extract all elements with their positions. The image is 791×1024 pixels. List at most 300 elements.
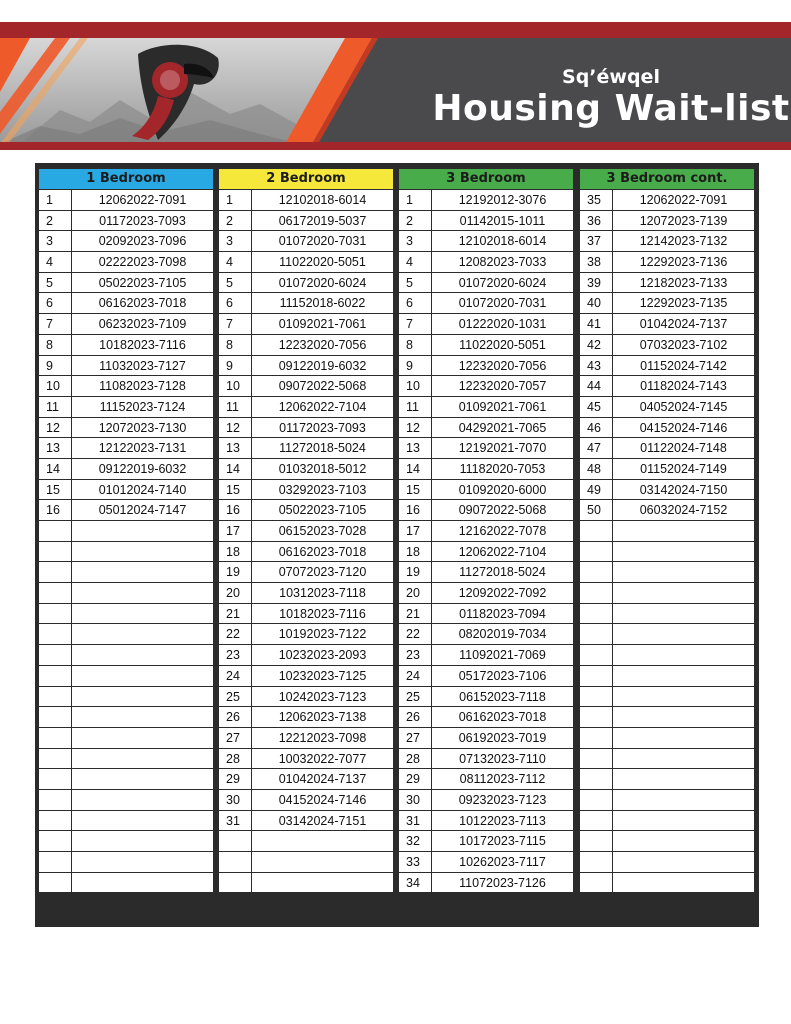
applicant-id: 01072020-6024	[458, 275, 547, 290]
table-row	[580, 335, 754, 356]
table-row	[39, 562, 213, 583]
row-number: 9	[39, 356, 72, 376]
applicant-id: 11082023-7128	[99, 379, 186, 394]
table-row	[39, 397, 213, 418]
row-number: 46	[580, 418, 613, 438]
table-row	[580, 480, 754, 501]
applicant-id	[613, 604, 754, 624]
row-number: 31	[399, 811, 432, 831]
applicant-id	[252, 873, 393, 893]
table-row	[399, 438, 573, 459]
row-number: 22	[399, 624, 432, 644]
applicant-id: 09122019-6032	[278, 358, 367, 373]
row-number	[580, 749, 613, 769]
table-row	[580, 231, 754, 252]
row-number: 32	[399, 831, 432, 851]
applicant-id: 01152024-7142	[640, 358, 727, 373]
table-row	[580, 666, 754, 687]
row-number: 6	[399, 293, 432, 313]
table-row	[219, 811, 393, 832]
applicant-id: 10182023-7116	[99, 337, 186, 352]
table-row	[39, 790, 213, 811]
row-number: 16	[39, 500, 72, 520]
row-number: 18	[399, 542, 432, 562]
applicant-id	[72, 624, 213, 644]
table-row	[580, 645, 754, 666]
applicant-id: 08202019-7034	[458, 627, 547, 642]
applicant-id	[613, 666, 754, 686]
applicant-id: 12182023-7133	[639, 275, 728, 290]
row-number: 26	[219, 707, 252, 727]
row-number	[39, 728, 72, 748]
applicant-id: 01122024-7148	[640, 441, 727, 456]
row-number	[580, 769, 613, 789]
row-number: 19	[399, 562, 432, 582]
applicant-id: 01182024-7143	[640, 379, 727, 394]
table-row	[399, 749, 573, 770]
row-number: 2	[39, 211, 72, 231]
table-row	[39, 604, 213, 625]
applicant-id: 10242023-7123	[278, 689, 367, 704]
table-row	[580, 190, 754, 211]
applicant-id: 01092021-7061	[458, 399, 547, 414]
applicant-id	[252, 852, 393, 872]
row-number	[39, 666, 72, 686]
row-number: 15	[39, 480, 72, 500]
table-row	[399, 583, 573, 604]
table-row	[39, 728, 213, 749]
applicant-id: 01172023-7093	[279, 420, 366, 435]
table-row	[580, 873, 754, 894]
table-row	[39, 749, 213, 770]
row-number: 9	[219, 356, 252, 376]
applicant-id: 12192012-3076	[458, 193, 547, 207]
applicant-id: 11092021-7069	[459, 648, 546, 663]
table-row	[39, 831, 213, 852]
table-row	[399, 459, 573, 480]
row-number: 29	[399, 769, 432, 789]
row-number	[39, 707, 72, 727]
row-number	[39, 562, 72, 582]
applicant-id	[613, 583, 754, 603]
column-heading: 3 Bedroom cont.	[580, 169, 754, 190]
table-row	[219, 687, 393, 708]
table-row	[219, 728, 393, 749]
table-row	[39, 273, 213, 294]
applicant-id: 01142015-1011	[459, 213, 546, 228]
table-row	[219, 480, 393, 501]
row-number	[39, 604, 72, 624]
applicant-id: 10232023-2093	[278, 648, 367, 663]
applicant-id	[72, 790, 213, 810]
applicant-id: 01092021-7061	[278, 317, 367, 332]
row-number	[580, 707, 613, 727]
column-2-bedroom	[219, 169, 393, 893]
table-row	[399, 645, 573, 666]
row-number: 16	[399, 500, 432, 520]
applicant-id	[613, 707, 754, 727]
table-row	[580, 604, 754, 625]
table-row	[39, 521, 213, 542]
table-row	[580, 521, 754, 542]
table-row	[399, 604, 573, 625]
applicant-id: 11152023-7124	[99, 399, 186, 414]
row-number: 16	[219, 500, 252, 520]
subtitle: Sq’éwqel	[562, 66, 660, 88]
row-number	[580, 624, 613, 644]
row-number: 18	[219, 542, 252, 562]
table-row	[39, 707, 213, 728]
row-number: 26	[399, 707, 432, 727]
applicant-id	[613, 769, 754, 789]
applicant-id	[72, 852, 213, 872]
row-number: 11	[219, 397, 252, 417]
row-number	[580, 666, 613, 686]
applicant-id: 12292023-7136	[639, 255, 728, 270]
table-row	[580, 542, 754, 563]
row-number: 44	[580, 376, 613, 396]
row-number	[39, 542, 72, 562]
table-row	[399, 356, 573, 377]
table-row	[39, 645, 213, 666]
table-row	[219, 873, 393, 894]
applicant-id	[72, 542, 213, 562]
table-row	[580, 438, 754, 459]
row-number: 27	[219, 728, 252, 748]
table-row	[219, 356, 393, 377]
applicant-id: 06152023-7118	[459, 689, 546, 704]
applicant-id: 12212023-7098	[278, 730, 367, 745]
applicant-id: 01182023-7094	[459, 606, 546, 621]
applicant-id: 12292023-7135	[639, 296, 728, 311]
table-row	[219, 562, 393, 583]
applicant-id	[613, 687, 754, 707]
row-number	[580, 542, 613, 562]
applicant-id	[613, 811, 754, 831]
row-number: 21	[399, 604, 432, 624]
table-row	[399, 376, 573, 397]
table-row	[39, 769, 213, 790]
column-heading: 1 Bedroom	[39, 169, 213, 190]
table-row	[580, 211, 754, 232]
row-number: 8	[399, 335, 432, 355]
table-row	[580, 583, 754, 604]
applicant-id: 01072020-7031	[278, 234, 367, 249]
table-row	[580, 749, 754, 770]
applicant-id	[72, 769, 213, 789]
table-row	[219, 790, 393, 811]
row-number	[39, 811, 72, 831]
row-number	[219, 873, 252, 893]
table-row	[219, 314, 393, 335]
table-row	[399, 397, 573, 418]
row-number	[580, 583, 613, 603]
applicant-id: 12142023-7132	[639, 234, 728, 249]
table-row	[399, 831, 573, 852]
applicant-id	[613, 728, 754, 748]
table-row	[399, 542, 573, 563]
row-number: 4	[39, 252, 72, 272]
table-row	[39, 687, 213, 708]
table-row	[39, 811, 213, 832]
row-number: 1	[39, 190, 72, 210]
row-number	[39, 852, 72, 872]
row-number: 6	[219, 293, 252, 313]
row-number: 38	[580, 252, 613, 272]
table-row	[399, 769, 573, 790]
applicant-id: 07072023-7120	[278, 565, 367, 580]
applicant-id: 01172023-7093	[99, 213, 186, 228]
column-heading: 3 Bedroom	[399, 169, 573, 190]
applicant-id: 12102018-6014	[458, 234, 547, 249]
row-number	[39, 687, 72, 707]
row-number	[580, 852, 613, 872]
applicant-id: 12232020-7057	[458, 379, 547, 394]
applicant-id: 12062023-7138	[278, 710, 367, 725]
applicant-id: 07132023-7110	[459, 751, 546, 766]
applicant-id: 02092023-7096	[98, 234, 187, 249]
applicant-id	[72, 728, 213, 748]
applicant-id: 05022023-7105	[98, 275, 187, 290]
row-number	[580, 728, 613, 748]
applicant-id: 12062022-7091	[98, 193, 187, 207]
row-number: 3	[219, 231, 252, 251]
table-row	[580, 728, 754, 749]
table-row	[39, 252, 213, 273]
table-row	[580, 790, 754, 811]
table-row	[219, 500, 393, 521]
applicant-id: 02222023-7098	[98, 255, 187, 270]
row-number: 12	[399, 418, 432, 438]
applicant-id: 10312023-7118	[279, 586, 366, 601]
row-number: 15	[399, 480, 432, 500]
table-row	[580, 418, 754, 439]
applicant-id: 01072020-6024	[278, 275, 367, 290]
table-row	[219, 542, 393, 563]
table-row	[580, 273, 754, 294]
applicant-id: 10182023-7116	[279, 606, 366, 621]
row-number: 24	[399, 666, 432, 686]
row-number	[39, 769, 72, 789]
row-number: 17	[219, 521, 252, 541]
applicant-id	[72, 521, 213, 541]
row-number: 35	[580, 190, 613, 210]
applicant-id	[613, 790, 754, 810]
applicant-id: 01032018-5012	[278, 461, 367, 476]
row-number: 21	[219, 604, 252, 624]
row-number: 20	[219, 583, 252, 603]
column-heading: 2 Bedroom	[219, 169, 393, 190]
row-number: 3	[399, 231, 432, 251]
row-number: 10	[219, 376, 252, 396]
applicant-id: 06192023-7019	[458, 730, 547, 745]
row-number: 17	[399, 521, 432, 541]
table-row	[399, 293, 573, 314]
row-number	[580, 687, 613, 707]
table-row	[399, 314, 573, 335]
applicant-id: 01092020-6000	[458, 482, 547, 497]
row-number: 2	[399, 211, 432, 231]
row-number: 14	[219, 459, 252, 479]
table-row	[580, 356, 754, 377]
table-row	[219, 273, 393, 294]
row-number: 5	[399, 273, 432, 293]
applicant-id	[72, 707, 213, 727]
row-number: 14	[39, 459, 72, 479]
table-row	[219, 293, 393, 314]
table-row	[399, 211, 573, 232]
row-number: 36	[580, 211, 613, 231]
applicant-id: 04152024-7146	[278, 792, 367, 807]
column-3-bedroom-cont	[580, 169, 754, 893]
applicant-id: 01152024-7149	[640, 461, 727, 476]
row-number	[219, 831, 252, 851]
table-row	[39, 624, 213, 645]
applicant-id: 12072023-7139	[639, 213, 728, 228]
row-number: 3	[39, 231, 72, 251]
applicant-id: 12232020-7056	[278, 337, 367, 352]
table-row	[219, 252, 393, 273]
applicant-id: 11072023-7126	[459, 875, 546, 890]
applicant-id: 01012024-7140	[98, 482, 187, 497]
applicant-id: 11272018-5024	[279, 441, 366, 456]
table-row	[39, 211, 213, 232]
table-row	[219, 645, 393, 666]
row-number: 12	[219, 418, 252, 438]
table-row	[580, 831, 754, 852]
table-row	[399, 728, 573, 749]
applicant-id	[72, 562, 213, 582]
applicant-id	[613, 873, 754, 893]
applicant-id	[72, 666, 213, 686]
table-row	[580, 769, 754, 790]
applicant-id: 12232020-7056	[458, 358, 547, 373]
row-number: 41	[580, 314, 613, 334]
table-row	[39, 190, 213, 211]
table-row	[219, 666, 393, 687]
applicant-id: 06032024-7152	[639, 503, 728, 518]
applicant-id: 11152018-6022	[279, 296, 366, 311]
row-number: 50	[580, 500, 613, 520]
applicant-id: 11022020-5051	[279, 255, 366, 270]
table-row	[580, 314, 754, 335]
table-row	[219, 190, 393, 211]
row-number: 12	[39, 418, 72, 438]
row-number: 19	[219, 562, 252, 582]
row-number: 48	[580, 459, 613, 479]
applicant-id	[613, 542, 754, 562]
row-number: 1	[219, 190, 252, 210]
waitlist-board	[35, 163, 759, 927]
table-row	[580, 687, 754, 708]
table-row	[39, 500, 213, 521]
applicant-id: 09072022-5068	[278, 379, 367, 394]
table-row	[219, 335, 393, 356]
table-row	[399, 687, 573, 708]
row-number: 10	[39, 376, 72, 396]
row-number	[580, 831, 613, 851]
table-row	[399, 480, 573, 501]
row-number	[580, 562, 613, 582]
table-row	[219, 211, 393, 232]
applicant-id: 12062022-7104	[458, 544, 547, 559]
row-number: 4	[219, 252, 252, 272]
table-row	[39, 376, 213, 397]
row-number: 45	[580, 397, 613, 417]
applicant-id	[613, 521, 754, 541]
row-number: 9	[399, 356, 432, 376]
row-number	[219, 852, 252, 872]
table-row	[219, 438, 393, 459]
row-number: 5	[219, 273, 252, 293]
row-number	[39, 521, 72, 541]
row-number: 33	[399, 852, 432, 872]
applicant-id: 03142024-7151	[278, 813, 367, 828]
row-number: 13	[399, 438, 432, 458]
table-row	[580, 624, 754, 645]
table-row	[580, 500, 754, 521]
applicant-id: 03292023-7103	[278, 482, 367, 497]
applicant-id	[613, 645, 754, 665]
applicant-id: 12062022-7091	[639, 193, 728, 207]
table-row	[219, 521, 393, 542]
row-number: 28	[399, 749, 432, 769]
table-row	[580, 562, 754, 583]
table-row	[580, 852, 754, 873]
applicant-id: 06162023-7018	[458, 710, 547, 725]
applicant-id: 10032022-7077	[278, 751, 367, 766]
table-row	[219, 749, 393, 770]
table-row	[219, 707, 393, 728]
applicant-id: 08112023-7112	[459, 772, 546, 787]
row-number: 37	[580, 231, 613, 251]
row-number: 25	[399, 687, 432, 707]
table-row	[39, 583, 213, 604]
table-row	[39, 480, 213, 501]
applicant-id: 12062022-7104	[278, 399, 367, 414]
row-number: 49	[580, 480, 613, 500]
row-number: 5	[39, 273, 72, 293]
applicant-id: 12102018-6014	[278, 193, 367, 207]
table-row	[580, 811, 754, 832]
table-row	[399, 852, 573, 873]
table-row	[39, 418, 213, 439]
table-row	[580, 459, 754, 480]
applicant-id: 11022020-5051	[459, 337, 546, 352]
table-row	[219, 852, 393, 873]
row-number: 6	[39, 293, 72, 313]
applicant-id: 12072023-7130	[98, 420, 187, 435]
row-number	[39, 831, 72, 851]
table-row	[39, 542, 213, 563]
row-number: 28	[219, 749, 252, 769]
table-row	[39, 335, 213, 356]
table-row	[219, 604, 393, 625]
table-row	[399, 790, 573, 811]
row-number: 22	[219, 624, 252, 644]
applicant-id: 10232023-7125	[278, 668, 367, 683]
applicant-id: 10122023-7113	[459, 813, 546, 828]
applicant-id: 07032023-7102	[639, 337, 728, 352]
applicant-id	[613, 562, 754, 582]
row-number: 31	[219, 811, 252, 831]
table-row	[399, 273, 573, 294]
applicant-id: 04292021-7065	[458, 420, 547, 435]
applicant-id: 12092022-7092	[458, 586, 547, 601]
table-row	[399, 500, 573, 521]
row-number: 27	[399, 728, 432, 748]
row-number: 43	[580, 356, 613, 376]
